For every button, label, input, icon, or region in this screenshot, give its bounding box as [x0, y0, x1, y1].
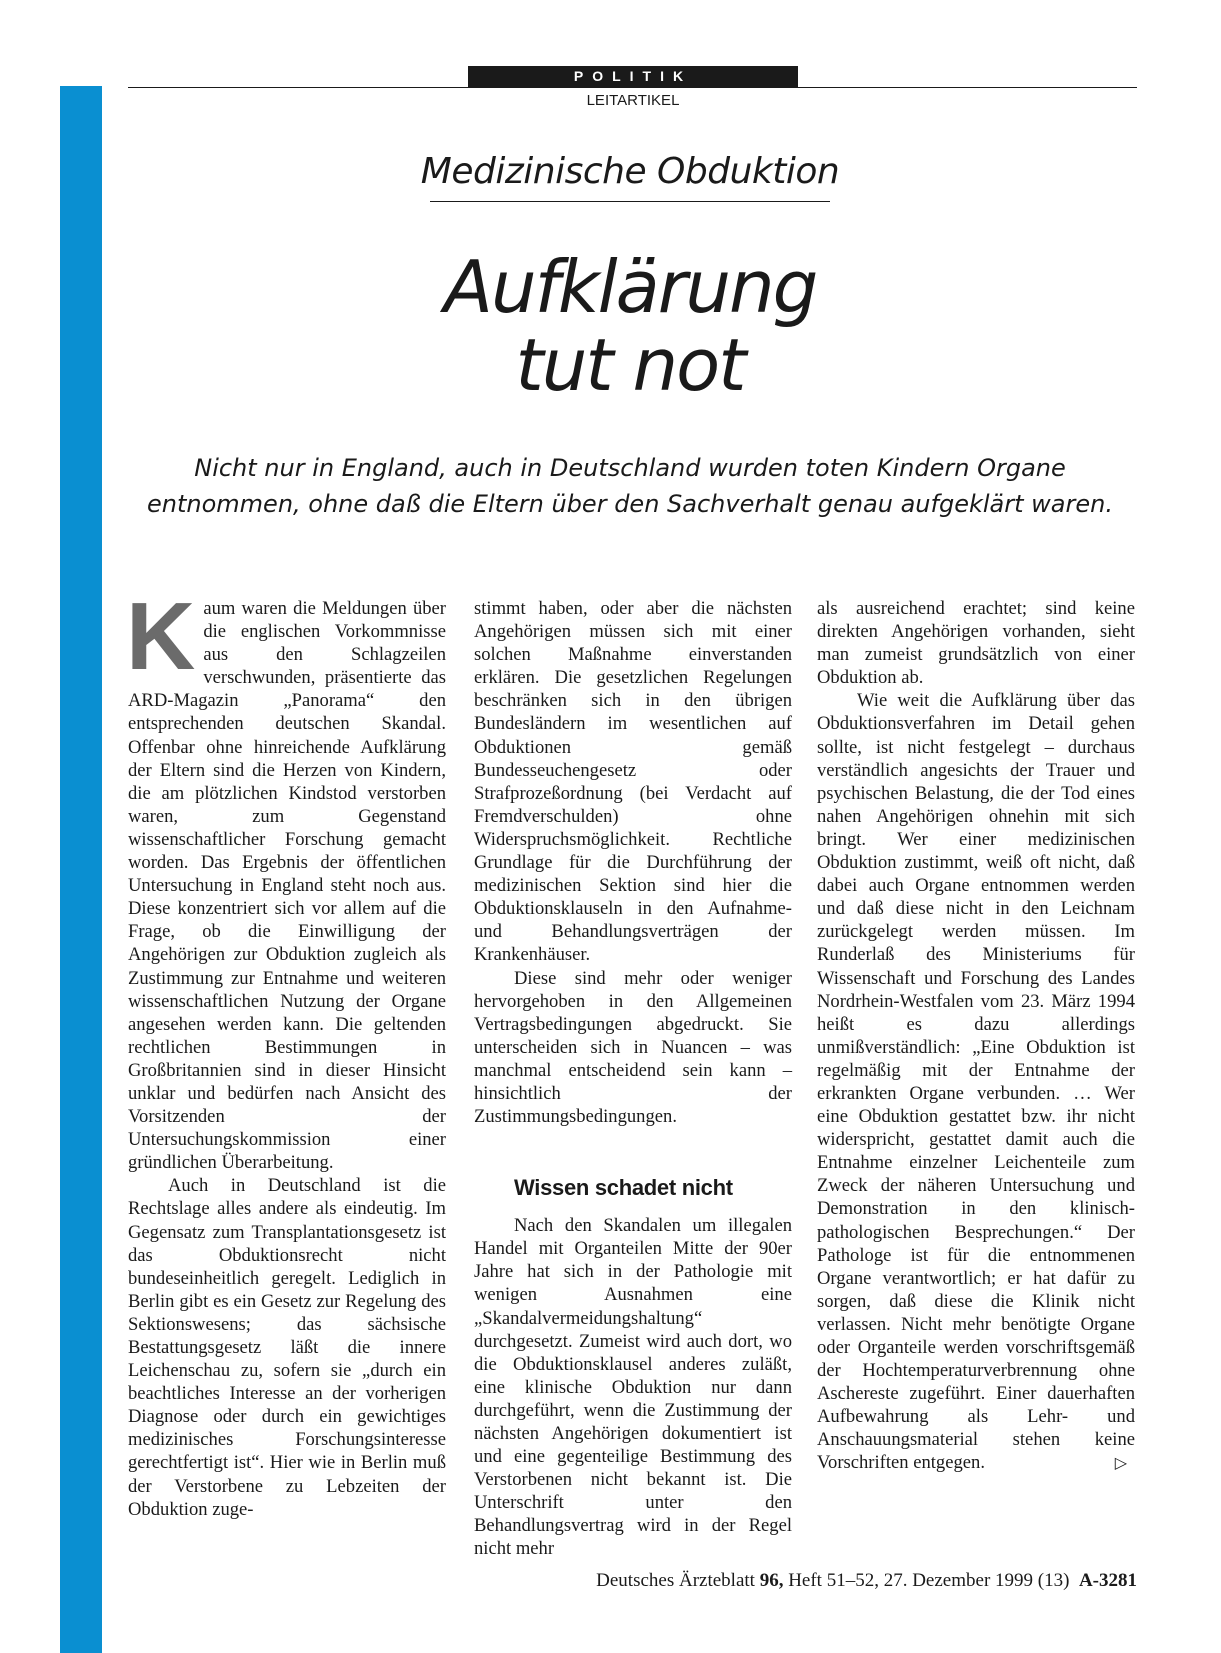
paragraph: stimmt haben, oder aber die nächsten Angehörigen müssen sich mit einer solchen Maßnahme einverstanden erklären. Die gesetzlichen Regelungen beschränken sich in den übrigen Bundesländern im wesentlichen auf Obduktionen gemäß Bundesseuchengesetz oder Strafprozeßordnung (bei Verdacht auf Fremdverschulden) ohne Widerspruchsmöglichkeit. Rechtliche Grundlage für die Durchführung der medizinischen Sektion sind hier die Obduktionsklauseln in den Aufnahme- und Behandlungsverträgen der Krankenhäuser. [474, 598, 792, 966]
subheading: Wissen schadet nicht [514, 1175, 733, 1201]
footer-volume: 96, [759, 1570, 784, 1591]
paragraph [126, 583, 446, 1174]
paragraph: als ausreichend erachtet; sind keine direkten Angehörigen vorhanden, sieht man zumeist grundsätzlich von einer Obduktion ab. [817, 598, 1135, 689]
article-headline [300, 245, 960, 407]
footer-issue: Heft 51–52, 27. Dezember 1999 (13) [788, 1570, 1070, 1591]
article-kicker: Medizinische Obduktion [420, 151, 840, 192]
deck-line-1: Nicht nur in England, auch in Deutschland wurden toten Kindern Organe [194, 454, 1066, 482]
paragraph: Nach den Skandalen um illegalen Handel mit Organteilen Mitte der 90er Jahre hat sich in der Pathologie mit wenigen Ausnahmen eine „Skandalvermeidungshaltung“ durchgesetzt. Zumeist wird auch dort, wo die Obduktionsklausel anderes zuläßt, eine klinische Obduktion nur dann durchgeführt, wenn die Zustimmung der nächsten Angehörigen dokumentiert ist und eine gegenteilige Bestimmung des Verstorbenen nicht bekannt ist. Die Unterschrift unter den Behandlungsvertrag wird in der Regel nicht mehr [474, 1215, 792, 1560]
headline-line-2: tut not [515, 323, 745, 407]
footer-page-number: A-3281 [1078, 1570, 1137, 1591]
paragraph-text: Wie weit die Aufklärung über das Obduktionsverfahren im Detail gehen sollte, ist nicht festgelegt – durchaus verständlich angesichts der Trauer und psychischen Belastung, die der Tod eines nahen Angehörigen ohnehin mit sich bringt. Wer einer medizinischen Obduktion zustimmt, weiß oft nicht, daß dabei auch Organe entnommen werden und daß diese nicht in den Leichnam zurückgelegt werden müssen. Im Runderlaß des Ministeriums für Wissenschaft und Forschung des Landes Nordrhein-Westfalen vom 23. März 1994 heißt es dazu allerdings unmißverständlich: „Eine Obduktion ist regelmäßig mit der Entnahme der erkrankten Organe verbunden. … Wer eine Obduktion gestattet bzw. ihr nicht widerspricht, gestattet damit auch die Entnahme einzelner Leichenteile zum Zweck der näheren Untersuchung und Demonstration in den klinisch-pathologischen Besprechungen.“ Der Pathologe ist für die entnommenen Organe verantwortlich; er hat dafür zu sorgen, daß diese die Klinik nicht verlassen. Nicht mehr benötigte Organe oder Organteile werden vorschriftsgemäß der Hochtemperaturverbrennung ohne Aschereste zugeführt. Einer dauerhaften Aufbewahrung als Lehr- und Anschauungsmaterial stehen keine Vorschriften entgegen. [817, 690, 1135, 1474]
text-column-1 [126, 583, 446, 1521]
kicker-rule [430, 201, 830, 202]
article-deck [130, 450, 1130, 522]
text-column-3 [817, 597, 1135, 1475]
page-footer [500, 1570, 1137, 1592]
blue-margin-bar [60, 86, 102, 1653]
drop-cap: K [126, 583, 196, 690]
paragraph: Auch in Deutschland ist die Rechtslage alles andere als eindeutig. Im Gegensatz zum Transplantationsgesetz ist das Obduktionsrecht nicht bundeseinheitlich geregelt. Lediglich in Berlin gibt es ein Gesetz zur Regelung des Sektionswesens; das sächsische Bestattungsgesetz läßt die innere Leichenschau zu, sofern sie „durch ein beachtliches Interesse an der vorherigen Diagnose oder durch ein gewichtiges medizinisches Forschungsinteresse gerechtfertigt ist“. Hier wie in Berlin muß der Verstorbene zu Lebzeiten der Obduktion zuge- [128, 1175, 446, 1520]
paragraph [817, 689, 1135, 1474]
text-column-2 [474, 597, 792, 1561]
section-label: POLITIK [468, 66, 798, 87]
footer-journal: Deutsches Ärzteblatt [596, 1570, 755, 1591]
paragraph-text: aum waren die Meldungen über die englischen Vorkommnisse aus den Schlagzeilen verschwunden, präsentierte das ARD-Magazin „Panorama“ den entsprechenden deutschen Skandal. Offenbar ohne hinreichende Aufklärung der Eltern sind die Herzen von Kindern, die am plötzlichen Kindstod verstorben waren, zum Gegenstand wissenschaftlicher Forschung gemacht worden. Das Ergebnis der öffentlichen Untersuchung in England steht noch aus. Diese konzentriert sich vor allem auf die Frage, ob die Einwilligung der Angehörigen zur Obduktion zugleich als Zustimmung zur Entnahme und weiteren wissenschaftlichen Nutzung der Organe angesehen werden kann. Die geltenden rechtlichen Bestimmungen in Großbritannien sind in dieser Hinsicht unklar und bedürfen nach Ansicht des Vorsitzenden der Untersuchungskommission einer gründlichen Überarbeitung. [128, 598, 446, 1174]
subsection-label: LEITARTIKEL [586, 92, 680, 109]
header-rule [128, 87, 1137, 88]
deck-line-2: entnommen, ohne daß die Eltern über den Sachverhalt genau aufgeklärt waren. [147, 490, 1113, 518]
headline-line-1: Aufklärung [443, 245, 817, 329]
paragraph: Diese sind mehr oder weniger hervorgehoben in den Allgemeinen Vertragsbedingungen abgedruckt. Sie unterscheiden sich in Nuancen – was manchmal entscheidend sein kann – hinsichtlich der Zustimmungsbedingungen. [474, 967, 792, 1128]
continue-arrow-icon: ▷ [1114, 1453, 1127, 1473]
